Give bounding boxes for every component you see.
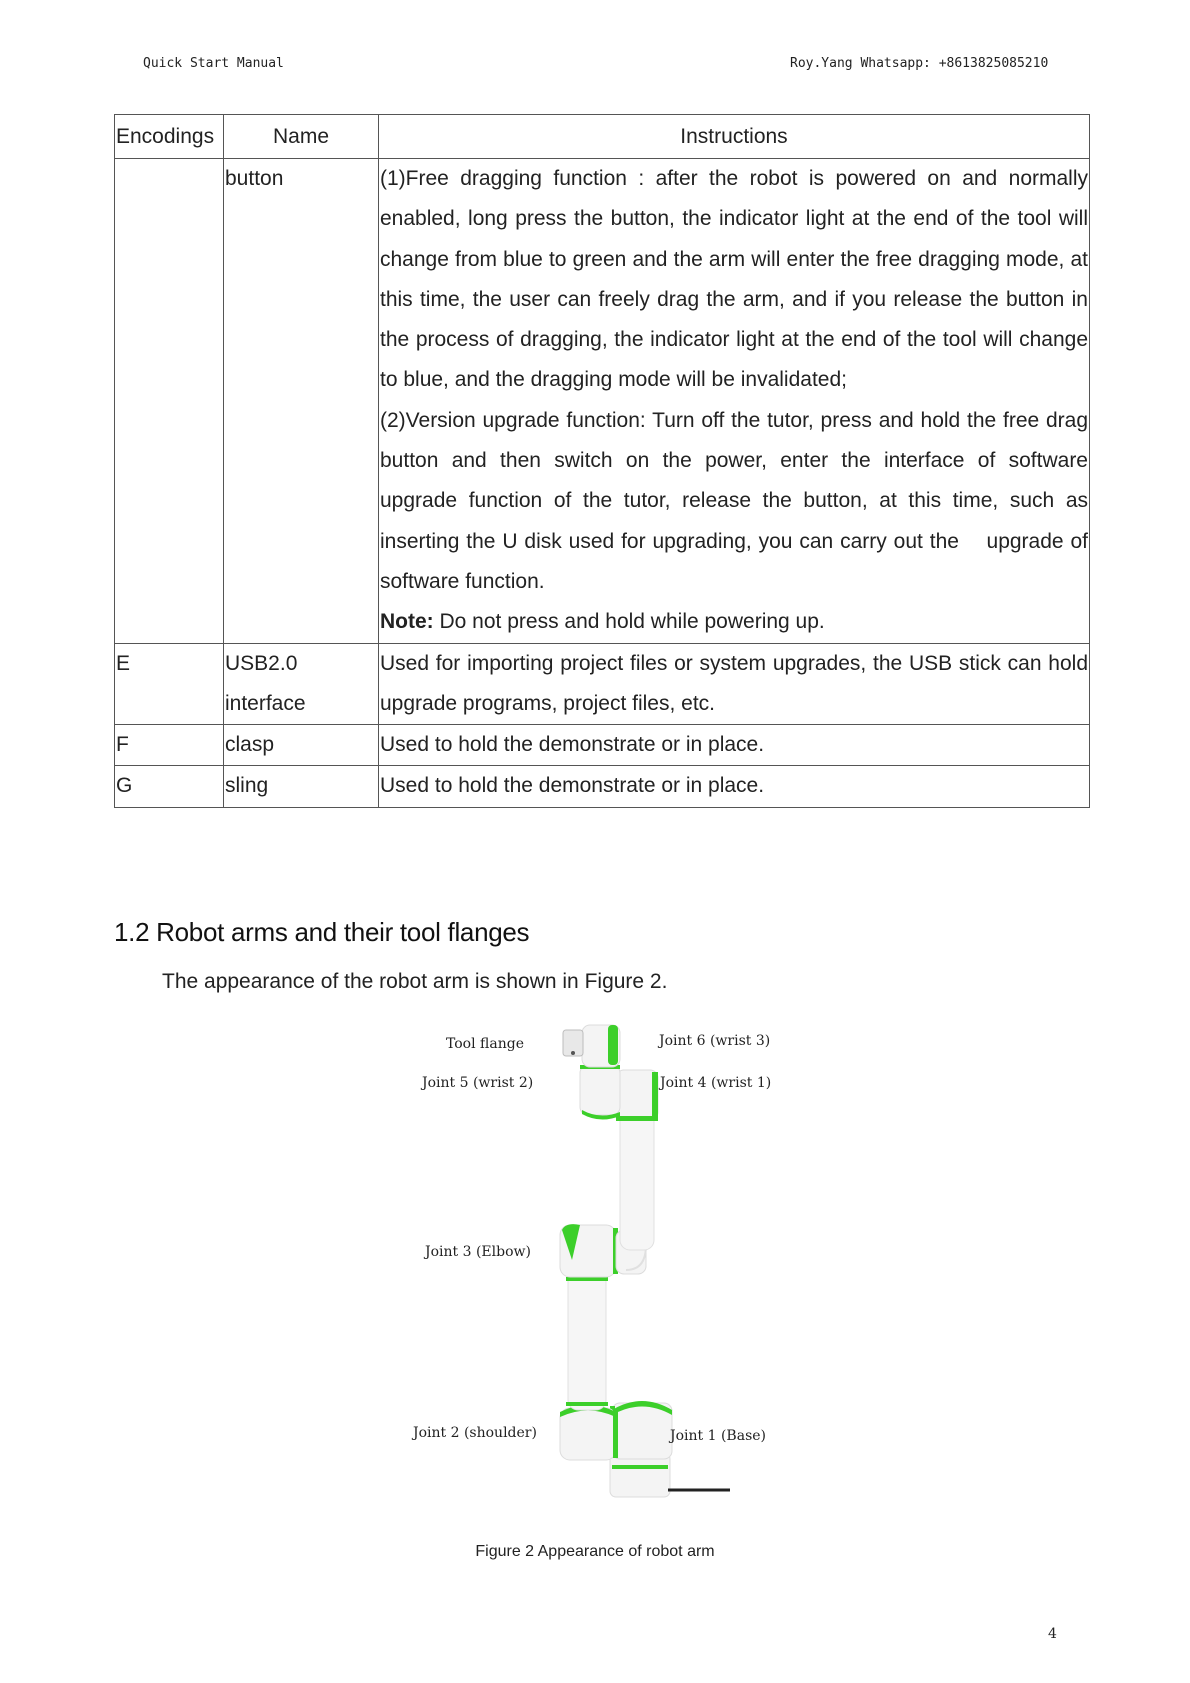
instructions-cell — [379, 643, 1090, 725]
instruction-paragraph: (2)Version upgrade function: Turn off the tutor, press and hold the free drag button and then switch on the power, enter the interface of software upgrade function of the tutor, release the button, at this time, such as inserting the U disk used for upgrading, you can carry out the upgrade of software function. — [380, 408, 1088, 593]
column-header-name: Name — [224, 115, 379, 159]
instructions-cell: Used to hold the demonstrate or in place. — [379, 766, 1090, 807]
name-cell: sling — [224, 766, 379, 807]
section-heading: 1.2 Robot arms and their tool flanges — [114, 917, 530, 947]
instruction-paragraph: (1)Free dragging function : after the robot is powered on and normally enabled, long press the button, the indicator light at the end of the tool will change from blue to green and the arm will enter the free dragging mode, at this time, the user can freely drag the arm, and if you release the button in the process of dragging, the indicator light at the end of the tool will change to blue, and the dragging mode will be invalidated; — [380, 167, 1088, 392]
table-header-row — [115, 115, 1090, 159]
name-cell: clasp — [224, 725, 379, 766]
label-joint-2: Joint 2 (shoulder) — [413, 1425, 537, 1441]
column-header-encodings: Encodings — [115, 115, 224, 159]
label-joint-3: Joint 3 (Elbow) — [425, 1244, 531, 1260]
instructions-cell: Used to hold the demonstrate or in place. — [379, 725, 1090, 766]
note-text: Do not press and hold while powering up. — [433, 610, 825, 634]
header-title: Quick Start Manual — [143, 56, 284, 71]
label-joint-1: Joint 1 (Base) — [670, 1428, 766, 1444]
label-joint-4: Joint 4 (wrist 1) — [660, 1075, 772, 1091]
name-line: USB2.0 — [225, 651, 298, 675]
robot-arm-figure — [400, 1020, 800, 1510]
section-intro: The appearance of the robot arm is shown in Figure 2. — [162, 970, 668, 993]
interfaces-table — [114, 114, 1090, 808]
table-row — [115, 766, 1090, 807]
instruction-paragraph: Used for importing project files or system upgrades, the USB stick can hold upgrade programs, project files, etc. — [380, 651, 1088, 715]
label-joint-6: Joint 6 (wrist 3) — [659, 1033, 771, 1049]
note-label: Note: — [380, 610, 434, 634]
encoding-cell: E — [115, 643, 224, 725]
encoding-cell: F — [115, 725, 224, 766]
encoding-cell: G — [115, 766, 224, 807]
figure-caption: Figure 2 Appearance of robot arm — [475, 1543, 715, 1560]
name-cell: button — [224, 159, 379, 644]
encoding-cell — [115, 159, 224, 644]
label-tool-flange: Tool flange — [446, 1036, 524, 1052]
instructions-cell — [379, 159, 1090, 644]
header-contact: Roy.Yang Whatsapp: +8613825085210 — [790, 56, 1049, 71]
label-joint-5: Joint 5 (wrist 2) — [422, 1075, 534, 1091]
name-line: interface — [225, 691, 306, 715]
table-row — [115, 159, 1090, 644]
name-cell — [224, 643, 379, 725]
page-number: 4 — [1048, 1626, 1057, 1642]
table-row — [115, 643, 1090, 725]
table-row — [115, 725, 1090, 766]
column-header-instructions: Instructions — [379, 115, 1090, 159]
note-line — [380, 602, 1088, 642]
